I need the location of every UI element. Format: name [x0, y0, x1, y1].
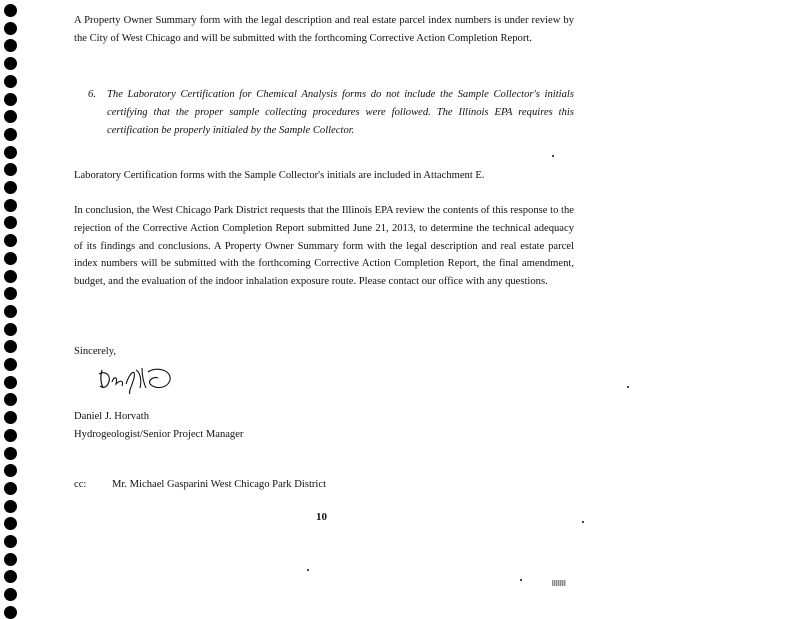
- binder-hole: [4, 482, 17, 495]
- signer-name: Daniel J. Horvath: [74, 411, 150, 422]
- binder-hole: [4, 181, 17, 194]
- binder-hole: [4, 464, 17, 477]
- scan-speck: [582, 521, 584, 523]
- binder-hole: [4, 128, 17, 141]
- binder-hole: [4, 340, 17, 353]
- binder-hole: [4, 39, 17, 52]
- binder-hole: [4, 411, 17, 424]
- binder-hole: [4, 93, 17, 106]
- signer-title: Hydrogeologist/Senior Project Manager: [74, 429, 244, 440]
- binder-holes: [4, 0, 22, 618]
- binder-hole: [4, 323, 17, 336]
- binder-hole: [4, 305, 17, 318]
- binder-hole: [4, 270, 17, 283]
- binder-hole: [4, 588, 17, 601]
- cc-label: cc:: [74, 479, 87, 490]
- binder-hole: [4, 517, 17, 530]
- item-number: 6.: [88, 89, 96, 100]
- item-text: The Laboratory Certification for Chemical Analysis forms do not include the Sample Collector's initials certifying that the proper sample collecting procedures were followed. The Illinois EPA requires this certification be properly initialed by the Sample Collector.: [107, 89, 574, 136]
- scan-speck: [627, 386, 629, 388]
- scan-speck: [307, 569, 309, 571]
- binder-hole: [4, 447, 17, 460]
- paragraph-lab-certification: Laboratory Certification forms with the Sample Collector's initials are included in Attachment E.: [74, 170, 485, 181]
- binder-hole: [4, 216, 17, 229]
- binder-hole: [4, 146, 17, 159]
- scan-speck: [520, 579, 522, 581]
- scan-mark: [552, 580, 566, 586]
- binder-hole: [4, 75, 17, 88]
- binder-hole: [4, 393, 17, 406]
- numbered-item-6: [88, 86, 574, 139]
- closing-salutation: Sincerely,: [74, 346, 116, 357]
- scan-speck: [552, 155, 554, 157]
- binder-hole: [4, 376, 17, 389]
- binder-hole: [4, 287, 17, 300]
- binder-hole: [4, 252, 17, 265]
- binder-hole: [4, 199, 17, 212]
- binder-hole: [4, 358, 17, 371]
- binder-hole: [4, 606, 17, 619]
- cc-line: [74, 476, 326, 494]
- paragraph-conclusion: In conclusion, the West Chicago Park District requests that the Illinois EPA review the contents of this response to the rejection of the Corrective Action Completion Report submitted June 21, 2013, to determine the technical adequacy of its findings and conclusions. A Property Owner Summary form with the legal description and real estate parcel index numbers will be submitted with the forthcoming Corrective Action Completion Report, the final amendment, budget, and the evaluation of the indoor inhalation exposure route. Please contact our office with any questions.: [74, 205, 574, 288]
- cc-recipient: Mr. Michael Gasparini West Chicago Park District: [112, 479, 327, 490]
- binder-hole: [4, 110, 17, 123]
- binder-hole: [4, 163, 17, 176]
- binder-hole: [4, 553, 17, 566]
- signature-image: [96, 362, 180, 396]
- binder-hole: [4, 429, 17, 442]
- binder-hole: [4, 570, 17, 583]
- page-number: 10: [316, 511, 327, 523]
- binder-hole: [4, 4, 17, 17]
- binder-hole: [4, 22, 17, 35]
- paragraph-property-owner-summary: A Property Owner Summary form with the legal description and real estate parcel index numbers is under review by the City of West Chicago and will be submitted with the forthcoming Corrective Action Completion Report.: [74, 15, 574, 44]
- binder-hole: [4, 57, 17, 70]
- binder-hole: [4, 535, 17, 548]
- binder-hole: [4, 500, 17, 513]
- binder-hole: [4, 234, 17, 247]
